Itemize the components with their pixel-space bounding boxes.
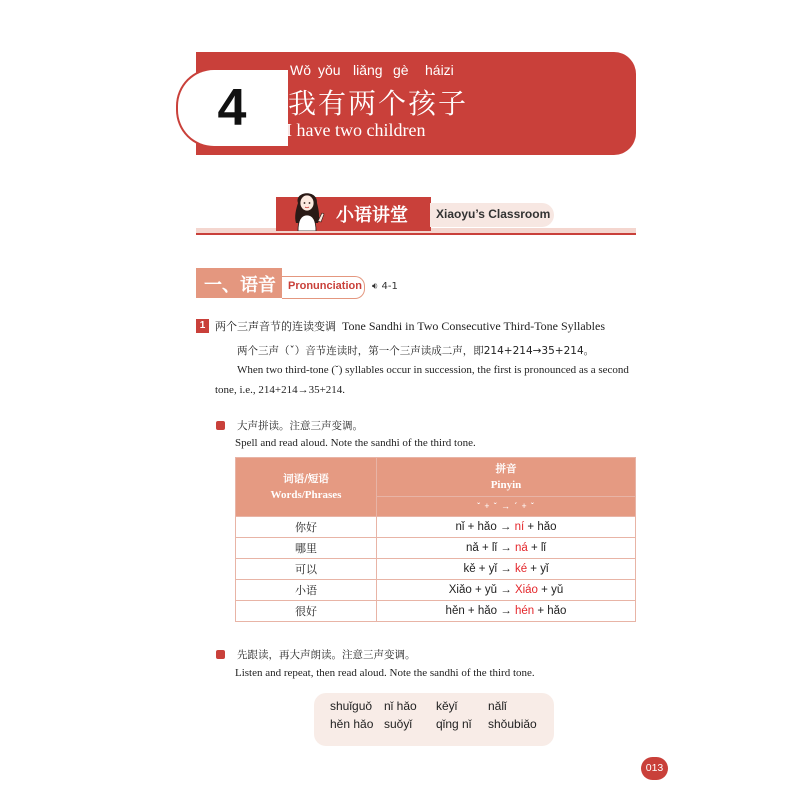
pinyin-word: liǎng xyxy=(353,62,383,78)
pinyin-cell: nǎ + lǐ → ná + lǐ xyxy=(377,538,636,559)
pinyin-cell: hěn + hǎo → hén + hǎo xyxy=(377,601,636,622)
exercise-bullet xyxy=(216,650,225,659)
exercise1-instruction-chinese: 大声拼读。注意三声变调。 xyxy=(237,420,363,432)
word-cell: 很好 xyxy=(236,601,377,622)
changed-syllable: ná xyxy=(514,542,528,554)
pinyin-word: gè xyxy=(393,62,409,78)
table-row xyxy=(236,559,636,580)
practice-word: qǐng nǐ xyxy=(436,717,472,731)
pinyin-cell: Xiǎo + yǔ → Xiáo + yǔ xyxy=(377,580,636,601)
lesson-title-chinese: 我有两个孩子 xyxy=(288,87,469,120)
point-number-badge: 1 xyxy=(196,319,209,333)
changed-syllable: ní xyxy=(514,521,525,533)
section-title-english: Pronunciation xyxy=(288,280,362,292)
word-cell: 可以 xyxy=(236,559,377,580)
pinyin-word: Wǒ xyxy=(290,62,311,78)
tone-sandhi-table xyxy=(235,457,636,622)
practice-word: hěn hǎo xyxy=(330,717,374,731)
word-cell: 哪里 xyxy=(236,538,377,559)
lesson-number: 4 xyxy=(217,79,247,137)
rule-chinese: 两个三声（ˇ）音节连读时，第一个三声读成二声，即214+214→35+214。 xyxy=(237,345,595,357)
exercise1-instruction-english: Spell and read aloud. Note the sandhi of the third tone. xyxy=(235,437,476,449)
exercise2-instruction-chinese: 先跟读，再大声朗读。注意三声变调。 xyxy=(237,649,416,661)
speaker-icon: 🔉︎ xyxy=(372,281,379,292)
changed-syllable: hén xyxy=(514,605,535,617)
header-pinyin-chinese: 拼音 xyxy=(495,462,517,475)
header-words-english: Words/Phrases xyxy=(270,489,342,501)
pinyin-cell: nǐ + hǎo → ní + hǎo xyxy=(377,517,636,538)
pinyin-word: yǒu xyxy=(318,62,341,78)
lesson-title-english: I have two children xyxy=(286,120,426,140)
table-header-words xyxy=(236,458,377,517)
practice-word: kěyǐ xyxy=(436,699,458,713)
audio-track[interactable] xyxy=(372,281,398,292)
page-number: 013 xyxy=(641,757,668,780)
xiaoyu-character-illustration xyxy=(284,185,330,231)
point-title-chinese: 两个三声音节的连读变调 xyxy=(215,320,336,333)
table-row xyxy=(236,601,636,622)
table-header-tone-pattern: ˇ + ˇ → ˊ + ˇ xyxy=(377,496,636,516)
point-title xyxy=(215,318,605,334)
rule-english-line-1: When two third-tone (ˇ) syllables occur in succession, the first is pronounced as a second xyxy=(237,364,629,376)
header-pinyin-english: Pinyin xyxy=(490,478,522,491)
exercise2-instruction-english: Listen and repeat, then read aloud. Note the sandhi of the third tone. xyxy=(235,667,535,679)
table-header-pinyin xyxy=(377,458,636,497)
classroom-title-chinese: 小语讲堂 xyxy=(336,205,408,226)
practice-word: shǒubiǎo xyxy=(488,717,537,731)
changed-syllable: ké xyxy=(514,563,528,575)
pinyin-practice-list xyxy=(330,699,548,731)
practice-word: suǒyǐ xyxy=(384,717,413,731)
lesson-title-pinyin xyxy=(290,62,454,78)
point-title-english: Tone Sandhi in Two Consecutive Third-Tone Syllables xyxy=(342,319,606,333)
classroom-underline xyxy=(196,233,636,235)
section-title-chinese: 一、语音 xyxy=(204,275,276,296)
table-row xyxy=(236,580,636,601)
classroom-title-english: Xiaoyu’s Classroom xyxy=(436,207,551,221)
word-cell: 小语 xyxy=(236,580,377,601)
table-row xyxy=(236,538,636,559)
rule-english-line-2: tone, i.e., 214+214→35+214. xyxy=(215,384,346,396)
pinyin-word: háizi xyxy=(425,62,454,78)
word-cell: 你好 xyxy=(236,517,377,538)
changed-syllable: Xiáo xyxy=(514,584,538,596)
exercise-bullet xyxy=(216,421,225,430)
practice-word: nǎlǐ xyxy=(488,699,507,713)
pinyin-cell: kě + yǐ → ké + yǐ xyxy=(377,559,636,580)
practice-word: nǐ hǎo xyxy=(384,699,417,713)
practice-word: shuǐguǒ xyxy=(330,699,373,713)
audio-track-number: 4-1 xyxy=(381,281,398,292)
header-words-chinese: 词语/短语 xyxy=(283,473,329,485)
table-row xyxy=(236,517,636,538)
